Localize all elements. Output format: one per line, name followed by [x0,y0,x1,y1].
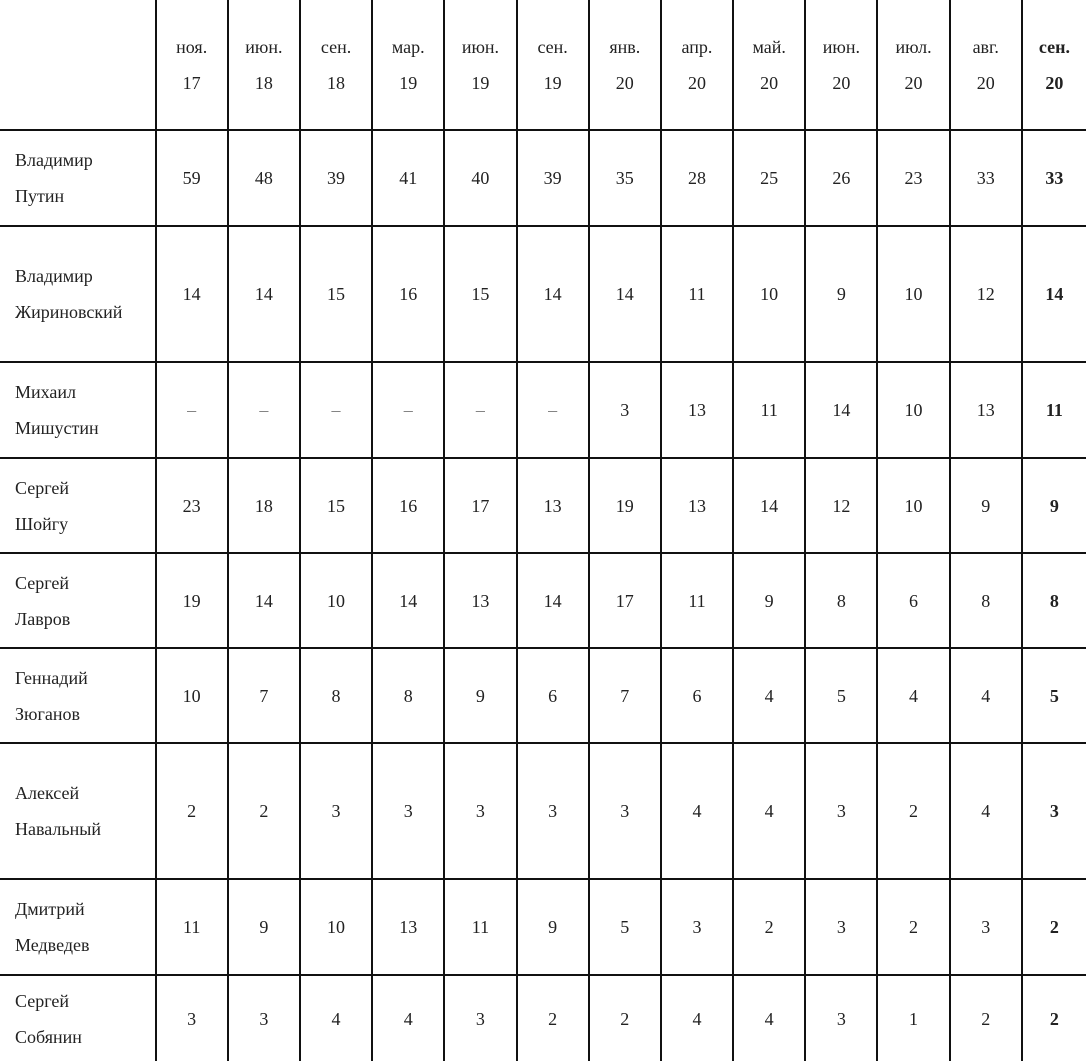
rating-cell: 13 [661,458,733,553]
politician-name [0,362,156,458]
rating-cell: 28 [661,130,733,226]
rating-cell: 4 [950,648,1022,743]
rating-cell: 4 [733,743,805,879]
column-header [156,0,228,130]
rating-cell: 14 [517,226,589,362]
rating-cell: 9 [733,553,805,648]
rating-cell: 6 [661,648,733,743]
rating-cell: 10 [877,226,949,362]
last-name: Путин [15,186,65,206]
rating-cell: 17 [444,458,516,553]
column-month: сен. [320,36,352,57]
rating-cell: 39 [300,130,372,226]
rating-cell: 4 [733,648,805,743]
politician-name [0,130,156,226]
first-name: Сергей [15,572,69,593]
column-year: 19 [471,72,490,93]
rating-cell: 18 [228,458,300,553]
rating-cell: 3 [805,743,877,879]
column-header [950,0,1022,130]
last-name: Зюганов [15,703,80,724]
rating-cell: 12 [950,226,1022,362]
rating-cell: – [444,362,516,458]
column-year: 20 [832,72,851,93]
column-year: 19 [543,72,562,93]
column-year: 18 [327,72,346,93]
rating-cell: 9 [444,648,516,743]
rating-cell: – [517,362,589,458]
rating-cell: 16 [372,226,444,362]
rating-cell: 2 [733,879,805,975]
rating-cell: 14 [372,553,444,648]
rating-cell: 39 [517,130,589,226]
column-header [444,0,516,130]
table-row [0,879,1086,975]
rating-cell: 15 [300,458,372,553]
rating-cell: 17 [589,553,661,648]
first-name: Дмитрий [15,899,85,919]
rating-cell: 14 [589,226,661,362]
rating-cell: 14 [733,458,805,553]
column-month: авг. [972,36,999,57]
table-row [0,458,1086,553]
table-row [0,130,1086,226]
rating-cell: 26 [805,130,877,226]
rating-cell: – [228,362,300,458]
rating-cell: – [372,362,444,458]
rating-cell: 2 [517,975,589,1061]
last-name: Собянин [15,1026,82,1047]
rating-cell: 19 [156,553,228,648]
rating-cell: – [156,362,228,458]
rating-cell: 14 [1022,226,1086,362]
rating-cell: 2 [589,975,661,1061]
rating-cell: 3 [805,879,877,975]
rating-cell: 11 [661,226,733,362]
rating-cell: 8 [1022,553,1086,648]
politician-name [0,743,156,879]
column-month: мар. [391,36,425,57]
rating-cell: 14 [228,226,300,362]
rating-cell: 14 [228,553,300,648]
rating-cell: 10 [877,458,949,553]
column-header [733,0,805,130]
rating-cell: 11 [1022,362,1086,458]
rating-cell: 3 [589,743,661,879]
rating-cell: 3 [517,743,589,879]
rating-cell: 25 [733,130,805,226]
rating-cell: 19 [589,458,661,553]
rating-cell: 35 [589,130,661,226]
last-name: Жириновский [15,302,123,322]
rating-cell: 8 [950,553,1022,648]
rating-cell: 2 [950,975,1022,1061]
table-row [0,975,1086,1061]
column-header [661,0,733,130]
rating-cell: 16 [372,458,444,553]
rating-cell: 2 [156,743,228,879]
rating-cell: 14 [805,362,877,458]
column-month: июн. [245,36,283,57]
politician-name [0,458,156,553]
rating-cell: 5 [589,879,661,975]
column-header [1022,0,1086,130]
column-year: 19 [399,72,418,93]
header-row [0,0,1086,130]
rating-cell: 3 [300,743,372,879]
rating-cell: 33 [950,130,1022,226]
last-name: Навальный [15,819,101,839]
column-header [228,0,300,130]
rating-cell: 13 [372,879,444,975]
first-name: Алексей [15,783,80,803]
rating-cell: 23 [877,130,949,226]
rating-cell: 14 [517,553,589,648]
column-year: 20 [904,72,923,93]
rating-cell: 8 [300,648,372,743]
last-name: Лавров [15,608,71,629]
rating-cell: 40 [444,130,516,226]
rating-cell: 4 [950,743,1022,879]
rating-cell: 3 [228,975,300,1061]
rating-cell: 13 [950,362,1022,458]
column-month: ноя. [176,36,208,57]
rating-cell: 59 [156,130,228,226]
rating-cell: 4 [877,648,949,743]
rating-cell: 3 [950,879,1022,975]
rating-cell: 6 [517,648,589,743]
table-row [0,362,1086,458]
rating-cell: 4 [372,975,444,1061]
politician-name [0,648,156,743]
rating-cell: 3 [444,975,516,1061]
column-year: 20 [976,72,995,93]
table-row [0,648,1086,743]
rating-cell: 4 [300,975,372,1061]
column-header [877,0,949,130]
column-month: июн. [461,36,500,57]
column-header [372,0,444,130]
rating-cell: – [300,362,372,458]
rating-cell: 11 [444,879,516,975]
rating-cell: 9 [805,226,877,362]
column-header [300,0,372,130]
politician-name [0,879,156,975]
rating-cell: 3 [156,975,228,1061]
rating-cell: 9 [1022,458,1086,553]
column-header [589,0,661,130]
last-name: Мишустин [15,418,99,438]
column-year: 20 [615,72,634,93]
table-row [0,553,1086,648]
rating-cell: 10 [300,553,372,648]
rating-cell: 8 [805,553,877,648]
column-year: 20 [1045,72,1064,93]
column-header [805,0,877,130]
rating-cell: 3 [661,879,733,975]
rating-cell: 6 [877,553,949,648]
rating-cell: 48 [228,130,300,226]
rating-cell: 5 [805,648,877,743]
rating-cell: 2 [1022,879,1086,975]
politician-name [0,975,156,1061]
rating-cell: 23 [156,458,228,553]
rating-cell: 8 [372,648,444,743]
rating-cell: 3 [1022,743,1086,879]
rating-cell: 10 [877,362,949,458]
column-year: 20 [687,72,706,93]
rating-cell: 11 [733,362,805,458]
rating-cell: 7 [228,648,300,743]
table-row [0,743,1086,879]
table-row [0,226,1086,362]
rating-cell: 11 [661,553,733,648]
rating-cell: 10 [300,879,372,975]
rating-cell: 14 [156,226,228,362]
rating-cell: 13 [444,553,516,648]
politician-name [0,226,156,362]
column-month: сен. [1038,36,1070,57]
rating-cell: 1 [877,975,949,1061]
table-body [0,130,1086,1061]
rating-cell: 9 [517,879,589,975]
rating-cell: 2 [877,743,949,879]
rating-cell: 5 [1022,648,1086,743]
first-name: Владимир [15,150,93,170]
column-year: 20 [760,72,779,93]
rating-cell: 4 [733,975,805,1061]
column-year: 17 [182,72,201,93]
rating-cell: 4 [661,975,733,1061]
rating-cell: 4 [661,743,733,879]
politician-name [0,553,156,648]
last-name: Шойгу [15,513,69,534]
rating-cell: 10 [156,648,228,743]
rating-cell: 33 [1022,130,1086,226]
first-name: Михаил [15,382,77,402]
rating-cell: 2 [877,879,949,975]
rating-cell: 13 [517,458,589,553]
rating-cell: 11 [156,879,228,975]
rating-cell: 7 [589,648,661,743]
column-month: июл. [895,36,932,57]
rating-cell: 2 [1022,975,1086,1061]
rating-cell: 15 [444,226,516,362]
rating-cell: 3 [589,362,661,458]
column-month: май. [752,36,786,57]
rating-cell: 3 [805,975,877,1061]
first-name: Геннадий [15,667,88,688]
corner-cell [0,0,156,130]
rating-cell: 9 [950,458,1022,553]
last-name: Медведев [15,935,90,955]
rating-cell: 10 [733,226,805,362]
rating-cell: 12 [805,458,877,553]
rating-cell: 2 [228,743,300,879]
rating-cell: 15 [300,226,372,362]
column-year: 18 [254,72,273,93]
column-month: янв. [609,36,641,57]
rating-cell: 3 [372,743,444,879]
first-name: Сергей [15,990,69,1011]
column-month: апр. [681,36,713,57]
rating-cell: 41 [372,130,444,226]
rating-cell: 13 [661,362,733,458]
rating-cell: 3 [444,743,516,879]
rating-cell: 9 [228,879,300,975]
column-month: июн. [822,36,860,57]
first-name: Сергей [15,477,69,498]
first-name: Владимир [15,266,93,286]
column-header [517,0,589,130]
column-month: сен. [537,36,568,57]
